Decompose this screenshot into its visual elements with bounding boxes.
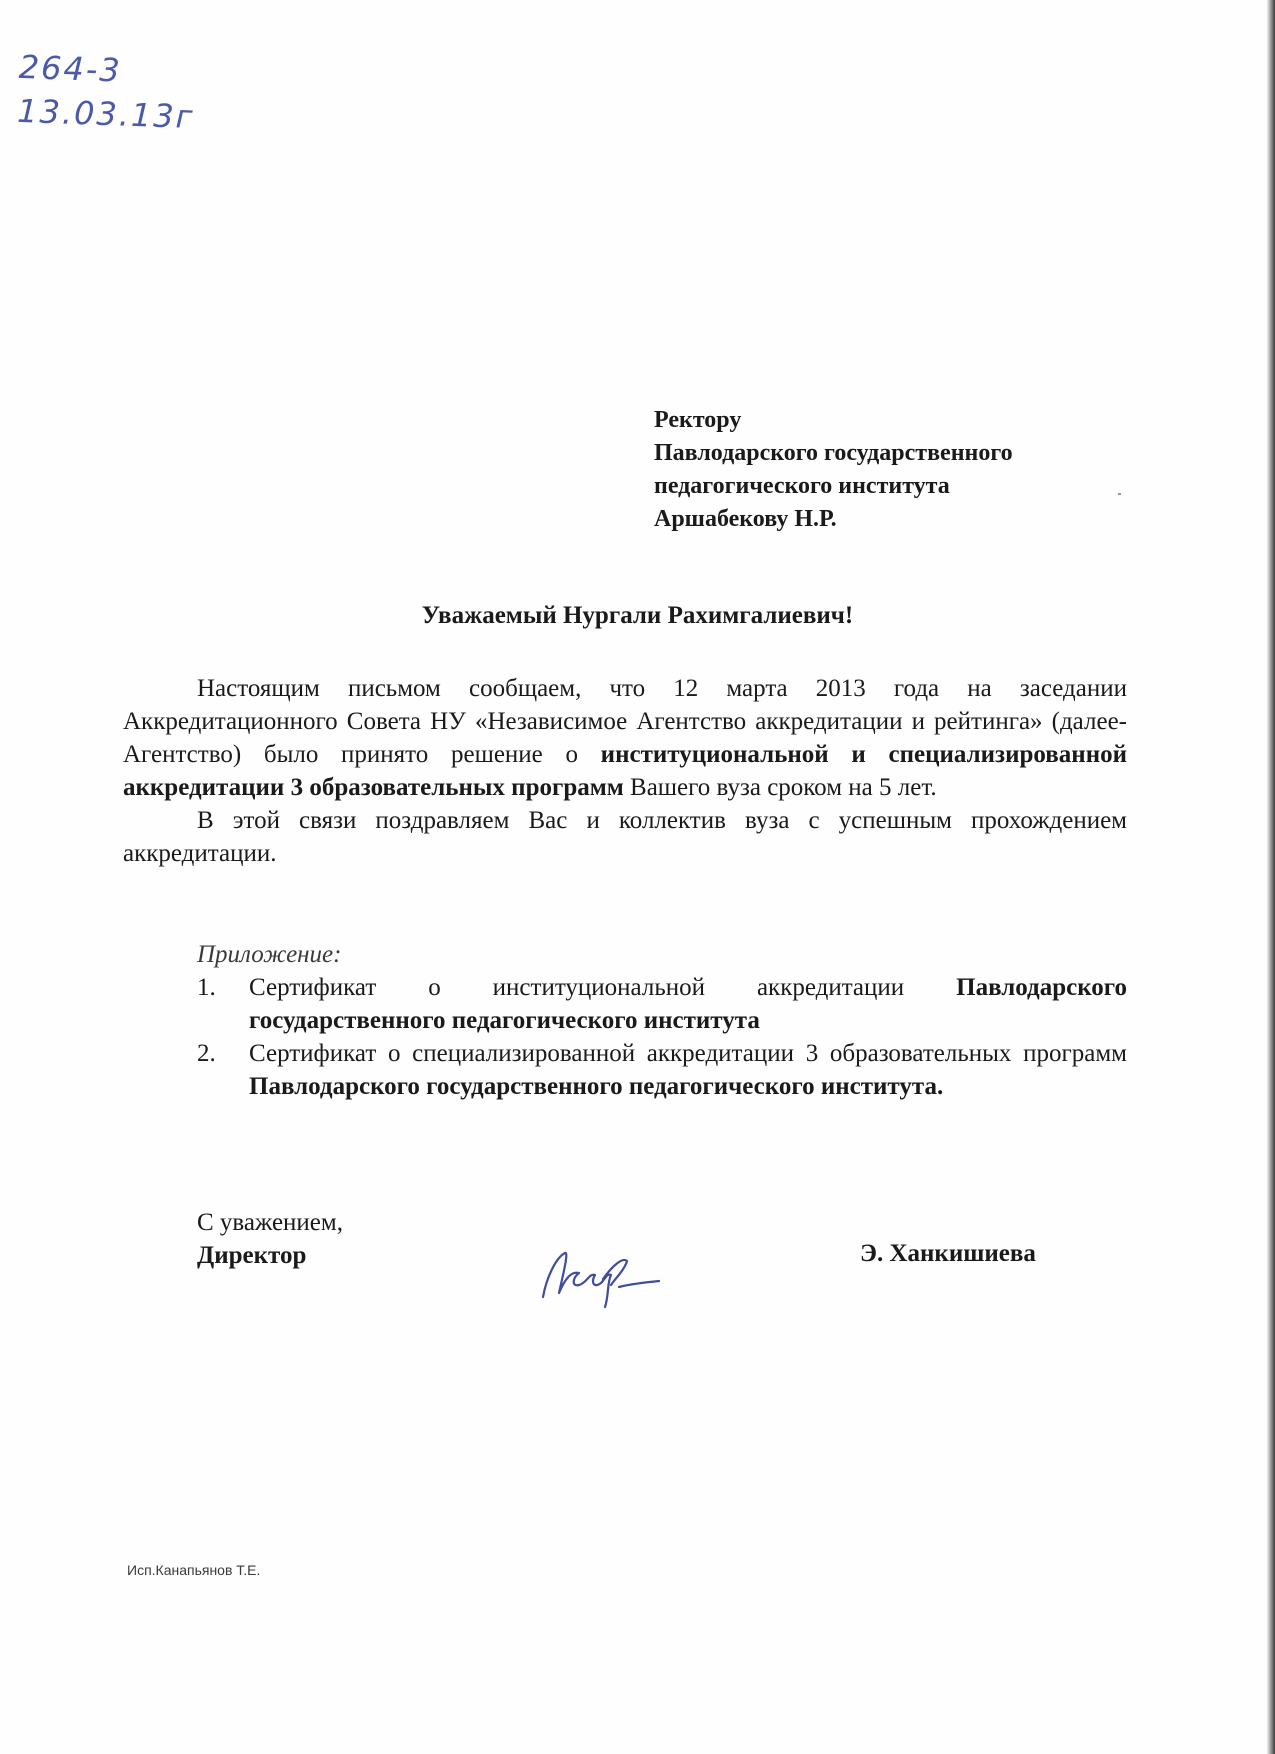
- list-item-number: 1.: [197, 974, 216, 1001]
- list-item-text: Сертификат о специализированной аккредитации 3 образовательных программ: [249, 1040, 1127, 1067]
- attachments: [197, 938, 1127, 1103]
- attachments-title: Приложение:: [197, 941, 342, 968]
- signer-name: Э. Ханкишиева: [860, 1240, 1036, 1267]
- body-p1-text-b: Вашего вуза сроком на 5 лет.: [623, 774, 937, 801]
- addressee-block: [654, 404, 1013, 536]
- letter-body: [123, 672, 1127, 870]
- body-p1-bold: институциональной и специализированной аккредитации 3 образовательных программ: [123, 741, 1127, 801]
- registration-date: 13.03.13г: [16, 91, 196, 137]
- registration-number: 264-3: [18, 47, 123, 90]
- addressee-line: педагогического института: [654, 473, 950, 499]
- signature-image: [535, 1235, 685, 1315]
- addressee-line: Павлодарского государственного: [654, 440, 1013, 466]
- scan-speck: [1118, 493, 1121, 495]
- signer-position: Директор: [197, 1242, 307, 1269]
- closing-block: [197, 1206, 343, 1272]
- salutation-text: Уважаемый Нургали Рахимгалиевич!: [421, 602, 854, 629]
- body-paragraph-2: В этой связи поздравляем Вас и коллектив вуза с успешным прохождением аккредитации.: [123, 807, 1127, 867]
- list-item: [197, 1037, 1127, 1103]
- addressee-line: Ректору: [654, 407, 742, 433]
- list-item-number: 2.: [197, 1040, 216, 1067]
- list-item-bold: Павлодарского государственного педагогического института: [249, 974, 1127, 1034]
- list-item-text: Сертификат о институциональной аккредитации: [249, 974, 957, 1001]
- salutation: [0, 602, 1275, 630]
- handwritten-registration-note: [17, 45, 197, 139]
- attachments-list: [197, 971, 1127, 1103]
- body-p1-text-a: Настоящим письмом сообщаем, что 12 марта 2013 года на заседании Аккредитационного Совета НУ «Независимое Агентство аккредитации и рейтинга» (далее-Агентство) было принято решение о: [123, 675, 1127, 768]
- executor-note: Исп.Канапьянов Т.Е.: [127, 1562, 261, 1578]
- body-paragraph-1: [123, 672, 1127, 804]
- list-item: [197, 971, 1127, 1037]
- addressee-line: Аршабекову Н.Р.: [654, 506, 837, 532]
- list-item-bold: Павлодарского государственного педагогического института.: [249, 1073, 944, 1100]
- closing-regards: С уважением,: [197, 1209, 343, 1236]
- scan-edge: [1267, 0, 1275, 1754]
